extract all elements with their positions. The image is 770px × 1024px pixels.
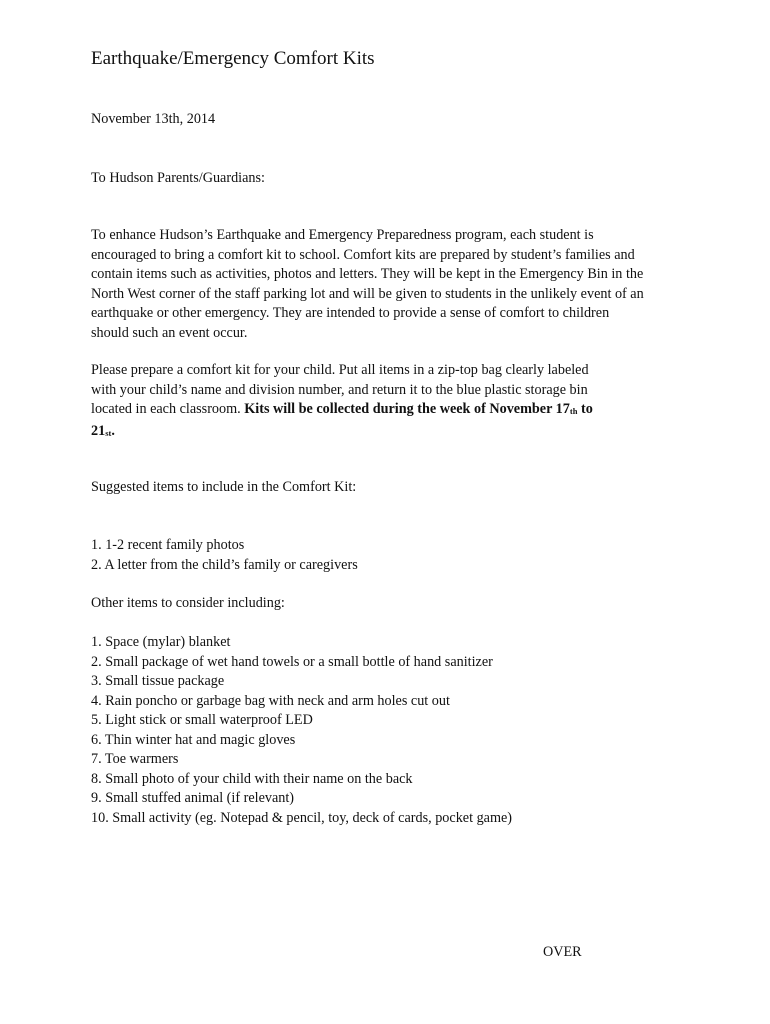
- intro-line: should such an event occur.: [91, 324, 248, 341]
- instructions-line: [91, 400, 691, 422]
- list-item: 4. Rain poncho or garbage bag with neck and arm holes cut out: [91, 692, 450, 709]
- list-item: 2. A letter from the child’s family or caregivers: [91, 556, 358, 573]
- intro-line: North West corner of the staff parking lot and will be given to students in the unlikely event of an: [91, 285, 644, 302]
- suggested-heading: Suggested items to include in the Comfort Kit:: [91, 479, 357, 495]
- collection-notice-text: to: [577, 401, 593, 417]
- list-item: 3. Small tissue package: [91, 673, 225, 689]
- list-item: 2. Small package of wet hand towels or a small bottle of hand sanitizer: [91, 653, 493, 670]
- instructions-line: Please prepare a comfort kit for your child. Put all items in a zip-top bag clearly labeled: [91, 362, 589, 378]
- intro-line: encouraged to bring a comfort kit to school. Comfort kits are prepared by student’s families and: [91, 246, 635, 263]
- intro-line: earthquake or other emergency. They are intended to provide a sense of comfort to children: [91, 305, 610, 321]
- intro-paragraph: [91, 226, 691, 343]
- letter-date: November 13th, 2014: [91, 111, 216, 127]
- list-item: 6. Thin winter hat and magic gloves: [91, 731, 296, 748]
- suggested-items-list: [91, 536, 358, 575]
- list-item: 10. Small activity (eg. Notepad & pencil, toy, deck of cards, pocket game): [91, 809, 513, 826]
- collection-notice-text: .: [111, 422, 115, 439]
- list-item: 8. Small photo of your child with their name on the back: [91, 770, 413, 787]
- document-title: Earthquake/Emergency Comfort Kits: [91, 48, 375, 69]
- collection-notice-text: Kits will be collected during the week of November 17: [244, 401, 570, 417]
- other-items-heading: Other items to consider including:: [91, 595, 285, 611]
- list-item: 9. Small stuffed animal (if relevant): [91, 790, 295, 806]
- instructions-paragraph: [91, 361, 691, 443]
- list-item: 1. 1-2 recent family photos: [91, 537, 245, 553]
- instructions-text: located in each classroom.: [91, 401, 245, 417]
- intro-line: contain items such as activities, photos and letters. They will be kept in the Emergency Bin in the: [91, 266, 644, 282]
- page-footer-over: OVER: [543, 944, 582, 960]
- salutation: To Hudson Parents/Guardians:: [91, 170, 265, 186]
- other-items-list: [91, 633, 512, 828]
- ordinal-suffix: st: [105, 427, 112, 438]
- list-item: 5. Light stick or small waterproof LED: [91, 712, 313, 728]
- collection-notice-end: [91, 422, 691, 444]
- ordinal-suffix: th: [569, 406, 578, 416]
- list-item: 1. Space (mylar) blanket: [91, 634, 231, 650]
- collection-notice-text: 21: [91, 422, 106, 439]
- instructions-line: with your child’s name and division number, and return it to the blue plastic storage bin: [91, 381, 588, 398]
- collection-notice: [244, 401, 593, 417]
- list-item: 7. Toe warmers: [91, 751, 179, 767]
- intro-line: To enhance Hudson’s Earthquake and Emergency Preparedness program, each student is: [91, 227, 594, 243]
